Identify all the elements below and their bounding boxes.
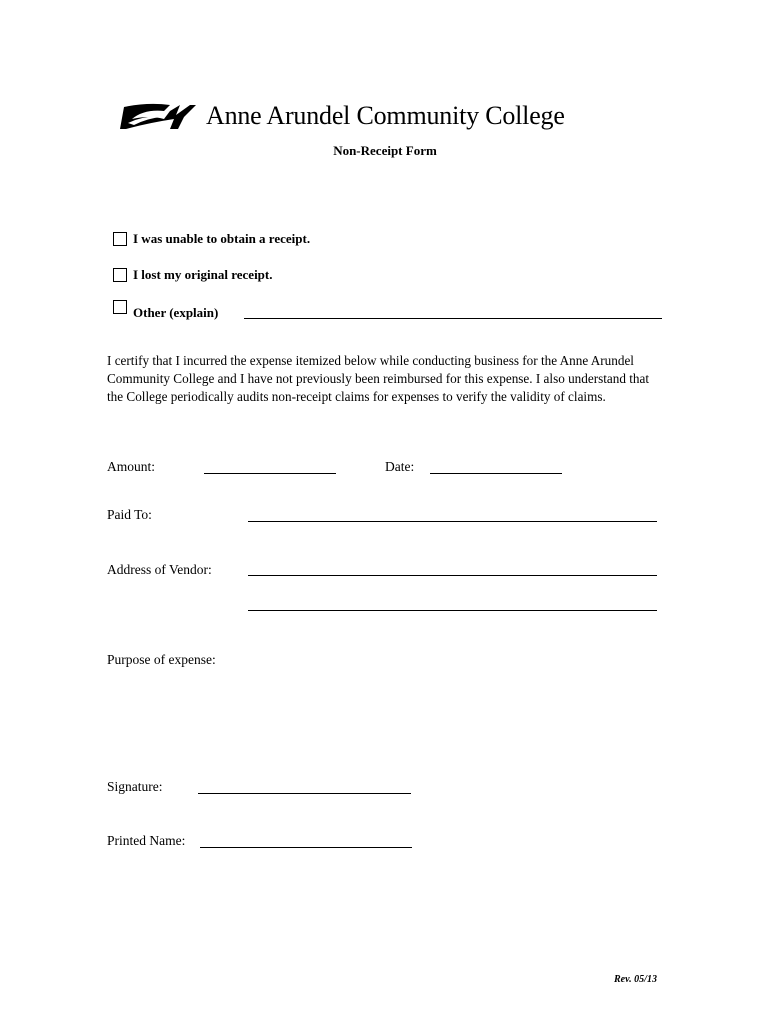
revision-note: Rev. 05/13: [614, 974, 657, 985]
address-of-vendor-label: Address of Vendor:: [107, 562, 212, 577]
option-label: I was unable to obtain a receipt.: [133, 231, 311, 246]
college-bird-logo-icon: [118, 101, 198, 131]
date-label: Date:: [385, 459, 415, 474]
signature-label: Signature:: [107, 779, 163, 794]
option-lost-receipt[interactable]: [113, 267, 273, 283]
date-field[interactable]: [430, 473, 562, 474]
college-name: Anne Arundel Community College: [206, 101, 565, 130]
paid-to-field[interactable]: [248, 521, 657, 522]
checkbox-lost-receipt[interactable]: [113, 268, 127, 282]
amount-field[interactable]: [204, 473, 336, 474]
option-label: Other (explain): [133, 305, 219, 320]
paid-to-label: Paid To:: [107, 507, 152, 522]
option-label: I lost my original receipt.: [133, 267, 273, 282]
signature-field[interactable]: [198, 793, 411, 794]
printed-name-label: Printed Name:: [107, 833, 186, 848]
address-of-vendor-field-line2[interactable]: [248, 610, 657, 611]
option-unable-receipt[interactable]: [113, 231, 310, 247]
purpose-of-expense-label: Purpose of expense:: [107, 652, 216, 667]
checkbox-unable-receipt[interactable]: [113, 232, 127, 246]
checkbox-other[interactable]: [113, 300, 127, 314]
form-title: Non-Receipt Form: [333, 143, 437, 158]
certification-text: I certify that I incurred the expense itemized below while conducting business for the Anne Arundel Community College and I have not previously been reimbursed for this expense. I also understand that the College periodically audits non-receipt claims for expenses to verify the validity of claims.: [107, 353, 650, 404]
address-of-vendor-field-line1[interactable]: [248, 575, 657, 576]
printed-name-field[interactable]: [200, 847, 412, 848]
other-explain-field[interactable]: [244, 318, 662, 319]
amount-label: Amount:: [107, 459, 156, 474]
option-other[interactable]: [113, 305, 218, 321]
college-header: [118, 98, 565, 134]
